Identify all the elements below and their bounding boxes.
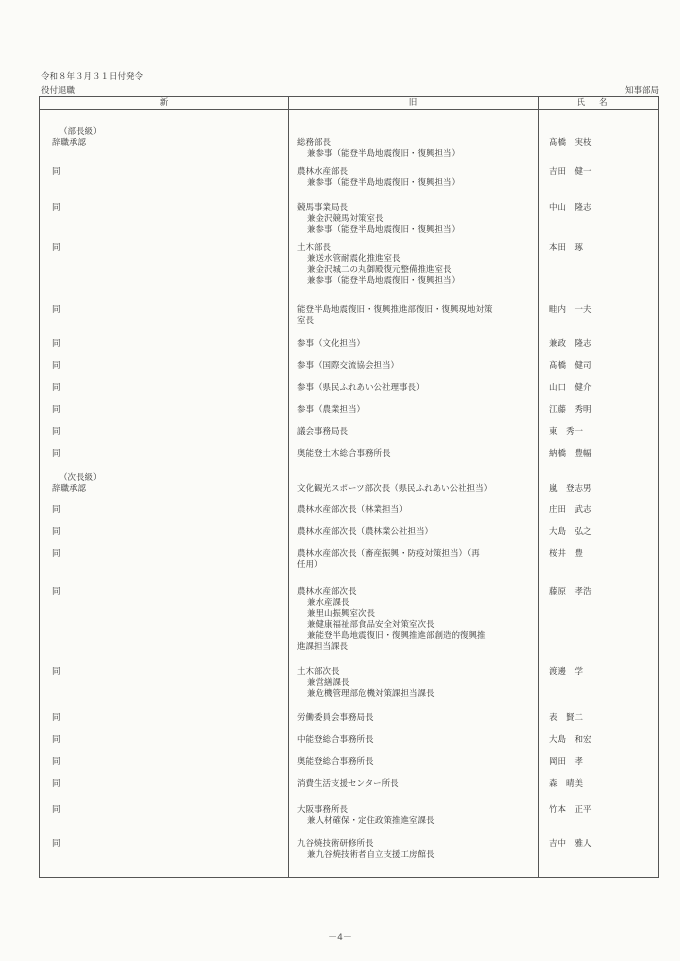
new-status: 同 xyxy=(52,713,61,723)
cell-old xyxy=(297,405,532,416)
new-status: 同 xyxy=(52,427,61,437)
old-position-line: 任用） xyxy=(297,560,323,570)
person-name-text: 森 晴美 xyxy=(549,779,584,789)
person-name xyxy=(549,203,654,214)
old-position-line: 兼営繕課長 xyxy=(307,678,350,688)
person-name xyxy=(549,473,654,495)
old-position-line: 農林水産部次長 xyxy=(297,587,357,597)
person-name xyxy=(549,805,654,816)
person-name-text: 吉田 健一 xyxy=(549,167,592,177)
old-position-line: 兼里山振興室次長 xyxy=(307,609,376,619)
cell-old xyxy=(297,805,532,827)
page-number: －4－ xyxy=(328,933,352,943)
person-name-text: 表 賢二 xyxy=(549,713,584,723)
person-name xyxy=(549,839,654,850)
old-position-line: 参事（国際交流協会担当） xyxy=(297,361,400,371)
cell-old xyxy=(297,735,532,746)
old-position-line: 土木部長 xyxy=(297,243,332,253)
person-name-text: 納橋 豊幅 xyxy=(549,449,592,459)
new-status: 同 xyxy=(52,383,61,393)
person-name xyxy=(549,713,654,724)
new-status: 同 xyxy=(52,735,61,745)
person-name xyxy=(549,779,654,790)
cell-new xyxy=(52,339,282,350)
old-position-line: 競馬事業局長 xyxy=(297,203,349,213)
old-position-line: 九谷焼技術研修所長 xyxy=(297,839,374,849)
cell-old xyxy=(297,305,532,327)
cell-old xyxy=(297,243,532,287)
old-position-line: 参事（農業担当） xyxy=(297,405,366,415)
new-status: 同 xyxy=(52,527,61,537)
person-name xyxy=(549,383,654,394)
cell-old xyxy=(297,527,532,538)
person-name xyxy=(549,449,654,460)
old-position-line: 奥能登総合事務所長 xyxy=(297,757,374,767)
person-name-text: 髙橋 健司 xyxy=(549,361,592,371)
person-name-text: 岡田 孝 xyxy=(549,757,584,767)
cell-new xyxy=(52,473,282,495)
cell-new xyxy=(52,383,282,394)
cell-old xyxy=(297,203,532,236)
cell-new xyxy=(52,203,282,214)
person-name-text: 畦内 一夫 xyxy=(549,305,592,315)
person-name-text: 渡邊 学 xyxy=(549,667,584,677)
new-status: 同 xyxy=(52,361,61,371)
column-divider xyxy=(538,97,539,877)
new-status: 辞職承認 xyxy=(52,484,87,494)
cell-old xyxy=(297,473,532,495)
person-name xyxy=(549,361,654,372)
cell-old xyxy=(297,549,532,571)
new-status: 同 xyxy=(52,203,61,213)
cell-old xyxy=(297,339,532,350)
old-position-line: 兼金沢城二の丸御殿復元整備推進室長 xyxy=(307,265,452,275)
person-name-text: 藤原 孝浩 xyxy=(549,587,592,597)
person-name-text: 髙橋 実枝 xyxy=(549,138,592,148)
person-name-text: 嵐 登志男 xyxy=(549,484,592,494)
person-name xyxy=(549,527,654,538)
old-position-line: 兼参事（能登半島地震復旧・復興担当） xyxy=(307,178,461,188)
old-position-line: 労働委員会事務局長 xyxy=(297,713,374,723)
old-position-line: 兼水産課長 xyxy=(307,598,350,608)
cell-new xyxy=(52,449,282,460)
new-status: 同 xyxy=(52,405,61,415)
old-position-line: 文化観光スポーツ部次長（県民ふれあい公社担当） xyxy=(297,484,493,494)
department-label: 知事部局 xyxy=(624,86,659,96)
person-name-text: 庄田 武志 xyxy=(549,505,592,515)
cell-new xyxy=(52,361,282,372)
new-status: 同 xyxy=(52,339,61,349)
new-status: 同 xyxy=(52,587,61,597)
cell-new xyxy=(52,735,282,746)
rank-group-label: （部長級） xyxy=(59,127,102,137)
document-type: 役付退職 xyxy=(41,86,76,96)
new-status: 同 xyxy=(52,505,61,515)
cell-old xyxy=(297,361,532,372)
cell-old xyxy=(297,667,532,700)
person-name xyxy=(549,167,654,178)
cell-new xyxy=(52,505,282,516)
cell-new xyxy=(52,757,282,768)
new-status: 同 xyxy=(52,167,61,177)
person-name xyxy=(549,587,654,598)
old-position-line: 兼参事（能登半島地震復旧・復興担当） xyxy=(307,276,461,286)
cell-new xyxy=(52,839,282,850)
person-name xyxy=(549,427,654,438)
old-position-line: 大阪事務所長 xyxy=(297,805,349,815)
cell-old xyxy=(297,427,532,438)
old-position-line: 奥能登土木総合事務所長 xyxy=(297,449,391,459)
column-header-new: 新 xyxy=(159,98,169,108)
old-position-line: 消費生活支援センター所長 xyxy=(297,779,399,789)
old-position-line: 総務部長 xyxy=(297,138,332,148)
old-position-line: 議会事務局長 xyxy=(297,427,349,437)
person-name-text: 本田 琢 xyxy=(549,243,584,253)
table-header xyxy=(40,97,658,110)
old-position-line: 兼健康福祉部食品安全対策室次長 xyxy=(307,620,435,630)
cell-new xyxy=(52,549,282,560)
person-name xyxy=(549,735,654,746)
old-position-line: 農林水産部次長（畜産振興・防疫対策担当）（再 xyxy=(297,549,480,559)
person-name-text: 兼政 隆志 xyxy=(549,339,592,349)
old-position-line: 兼参事（能登半島地震復旧・復興担当） xyxy=(307,149,461,159)
new-status: 同 xyxy=(52,449,61,459)
old-position-line: 室長 xyxy=(297,316,315,326)
person-name-text: 大島 和宏 xyxy=(549,735,592,745)
cell-new xyxy=(52,305,282,316)
cell-old xyxy=(297,505,532,516)
new-status: 辞職承認 xyxy=(52,138,87,148)
old-position-line: 進課担当課長 xyxy=(297,642,349,652)
new-status: 同 xyxy=(52,757,61,767)
old-position-line: 兼能登半島地震復旧・復興推進部創造的復興推 xyxy=(307,631,486,641)
new-status: 同 xyxy=(52,243,61,253)
cell-old xyxy=(297,449,532,460)
old-position-line: 兼送水管耐震化推進室長 xyxy=(307,254,401,264)
issue-date: 令和８年３月３１日付発令 xyxy=(41,72,144,82)
cell-new xyxy=(52,587,282,598)
cell-new xyxy=(52,243,282,254)
old-position-line: 参事（文化担当） xyxy=(297,339,366,349)
new-status: 同 xyxy=(52,839,61,849)
new-status: 同 xyxy=(52,779,61,789)
old-position-line: 兼九谷焼技術者自立支援工房館長 xyxy=(307,850,435,860)
person-name-text: 桜井 豊 xyxy=(549,549,584,559)
old-position-line: 中能登総合事務所長 xyxy=(297,735,374,745)
person-name xyxy=(549,757,654,768)
old-position-line: 兼参事（能登半島地震復旧・復興担当） xyxy=(307,225,461,235)
old-position-line: 土木部次長 xyxy=(297,667,340,677)
cell-old xyxy=(297,779,532,790)
old-position-line: 兼金沢競馬対策室長 xyxy=(307,214,384,224)
cell-new xyxy=(52,667,282,678)
column-header-old: 旧 xyxy=(408,98,418,108)
cell-old xyxy=(297,587,532,653)
old-position-line: 能登半島地震復旧・復興推進部復旧・復興現地対策 xyxy=(297,305,493,315)
person-name-text: 江藤 秀明 xyxy=(549,405,592,415)
cell-new xyxy=(52,127,282,149)
old-position-line: 農林水産部次長（農林業公社担当） xyxy=(297,527,434,537)
person-name-text: 吉中 雅人 xyxy=(549,839,592,849)
cell-old xyxy=(297,127,532,160)
new-status: 同 xyxy=(52,549,61,559)
person-name xyxy=(549,243,654,254)
cell-new xyxy=(52,405,282,416)
person-name-text: 山口 健介 xyxy=(549,383,592,393)
old-position-line: 兼危機管理部危機対策課担当課長 xyxy=(307,689,435,699)
person-name xyxy=(549,405,654,416)
person-name xyxy=(549,305,654,316)
old-position-line: 農林水産部長 xyxy=(297,167,349,177)
new-status: 同 xyxy=(52,305,61,315)
person-name-text: 東 秀一 xyxy=(549,427,584,437)
cell-new xyxy=(52,527,282,538)
person-name xyxy=(549,339,654,350)
cell-new xyxy=(52,713,282,724)
person-name xyxy=(549,549,654,560)
new-status: 同 xyxy=(52,667,61,677)
person-name-text: 中山 隆志 xyxy=(549,203,592,213)
old-position-line: 参事（県民ふれあい公社理事長） xyxy=(297,383,425,393)
cell-new xyxy=(52,427,282,438)
person-name-text: 大島 弘之 xyxy=(549,527,592,537)
rank-group-label: （次長級） xyxy=(59,473,102,483)
cell-old xyxy=(297,713,532,724)
column-header-name: 氏名 xyxy=(576,98,622,108)
cell-old xyxy=(297,839,532,861)
cell-old xyxy=(297,383,532,394)
cell-old xyxy=(297,757,532,768)
personnel-table xyxy=(39,96,659,878)
person-name-text: 竹本 正平 xyxy=(549,805,592,815)
column-divider xyxy=(288,97,289,877)
cell-new xyxy=(52,779,282,790)
cell-new xyxy=(52,167,282,178)
person-name xyxy=(549,505,654,516)
cell-old xyxy=(297,167,532,189)
person-name xyxy=(549,127,654,149)
old-position-line: 兼人材確保・定住政策推進室課長 xyxy=(307,816,435,826)
new-status: 同 xyxy=(52,805,61,815)
old-position-line: 農林水産部次長（林業担当） xyxy=(297,505,408,515)
person-name xyxy=(549,667,654,678)
cell-new xyxy=(52,805,282,816)
